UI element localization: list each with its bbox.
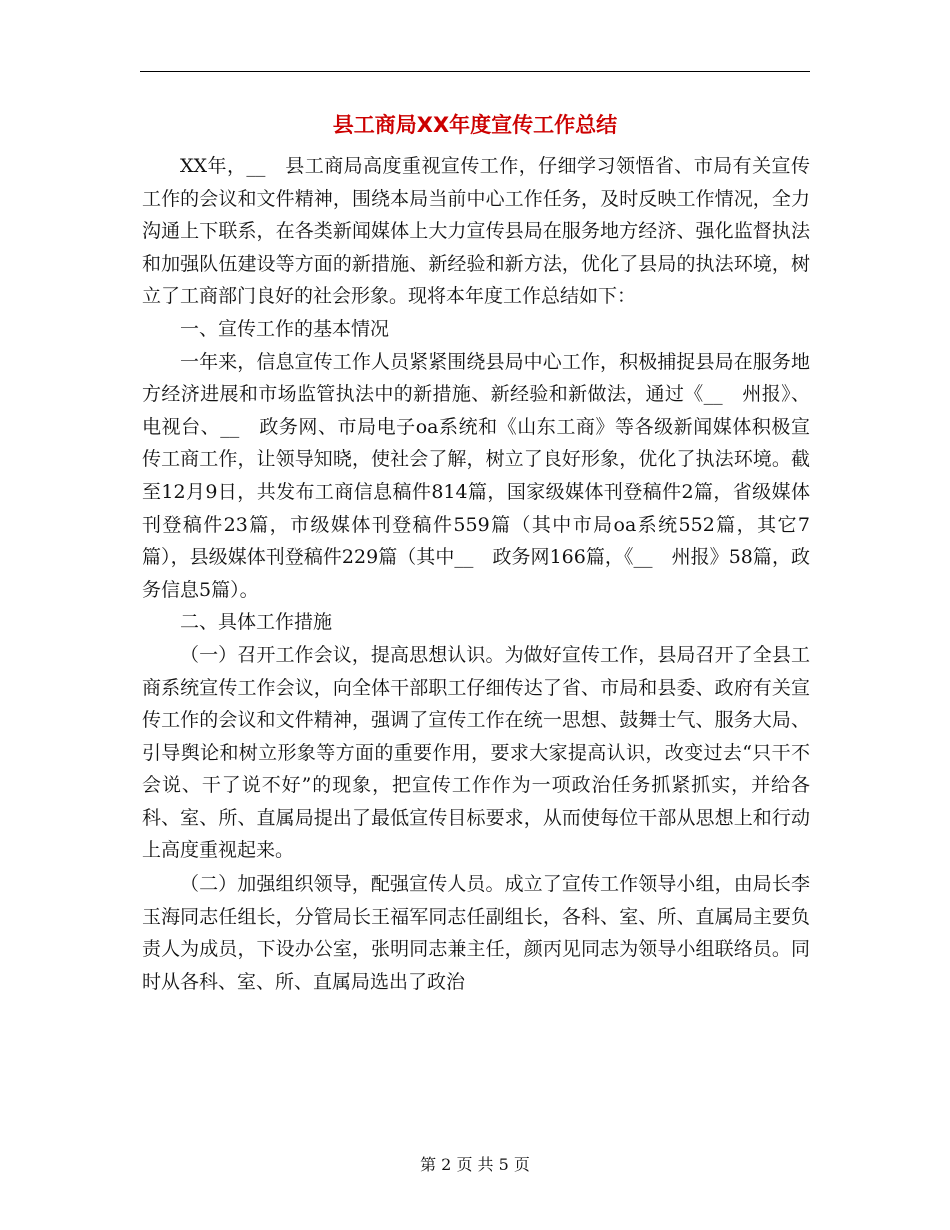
section-heading-basic-situation: 一、宣传工作的基本情况	[180, 317, 390, 340]
document-title: 县工商局XX年度宣传工作总结	[332, 113, 618, 137]
basic-situation-paragraph: 一年来，信息宣传工作人员紧紧围绕县局中心工作，积极捕捉县局在服务地方经济进展和市场监管执法中的新措施、新经验和新做法，通过《__ 州报》、电视台、__ 政务网、市局电子oa系统和《山东工商》等各级新闻媒体积极宣传工商工作，让领导知晓，使社会了解，树立了良好形象，优化了执法环境。截至12月9日，共发布工商信息稿件814篇，国家级媒体刊登稿件2篇，省级媒体刊登稿件23篇，市级媒体刊登稿件559篇（其中市局oa系统552篇，其它7篇），县级媒体刊登稿件229篇（其中__ 政务网166篇，《__ 州报》58篇，政务信息5篇）。	[142, 350, 810, 601]
section-heading-measures: 二、具体工作措施	[180, 611, 333, 634]
measure-one-paragraph: （一）召开工作会议，提高思想认识。为做好宣传工作，县局召开了全县工商系统宣传工作会议，向全体干部职工仔细传达了省、市局和县委、政府有关宣传工作的会议和文件精神，强调了宣传工作在统一思想、鼓舞士气、服务大局、引导舆论和树立形象等方面的重要作用，要求大家提高认识，改变过去“只干不会说、干了说不好”的现象，把宣传工作作为一项政治任务抓紧抓实，并给各科、室、所、直属局提出了最低宣传目标要求，从而使每位干部从思想上和行动上高度重视起来。	[142, 643, 810, 862]
page-number-footer: 第 2 页 共 5 页	[420, 1155, 530, 1174]
header-rule	[140, 71, 810, 72]
measure-two-paragraph: （二）加强组织领导，配强宣传人员。成立了宣传工作领导小组，由局长李玉海同志任组长，分管局长王福军同志任副组长，各科、室、所、直属局主要负责人为成员，下设办公室，张明同志兼主任，颜丙见同志为领导小组联络员。同时从各科、室、所、直属局选出了政治	[142, 873, 810, 993]
intro-paragraph: XX年，__ 县工商局高度重视宣传工作，仔细学习领悟省、市局有关宣传工作的会议和文件精神，围绕本局当前中心工作任务，及时反映工作情况，全力沟通上下联系，在各类新闻媒体上大力宣传县局在服务地方经济、强化监督执法和加强队伍建设等方面的新措施、新经验和新方法，优化了县局的执法环境，树立了工商部门良好的社会形象。现将本年度工作总结如下：	[142, 155, 810, 308]
document-body	[142, 150, 810, 998]
